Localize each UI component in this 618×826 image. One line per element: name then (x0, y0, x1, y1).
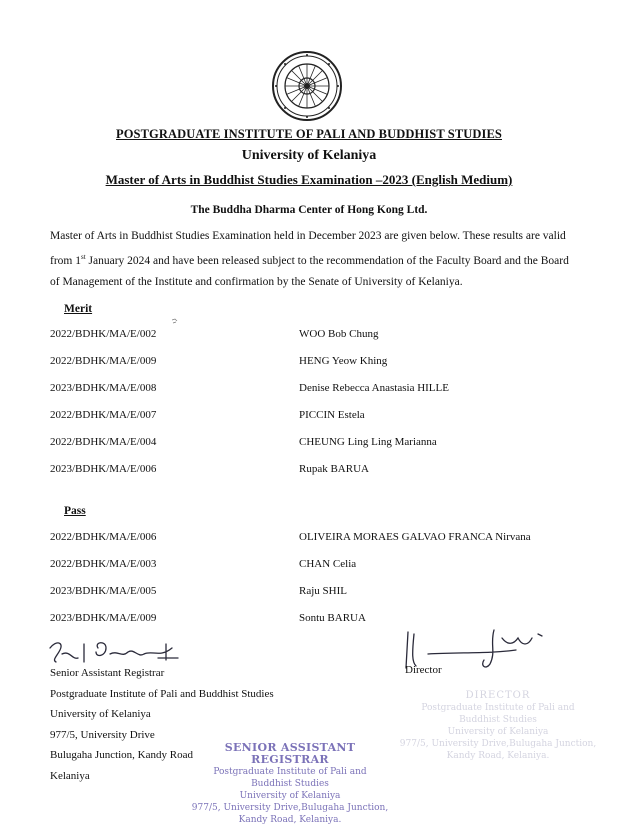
registrar-stamp-line1: Postgraduate Institute of Pali and (213, 767, 367, 777)
merit-row-0-name: WOO Bob Chung (299, 328, 379, 340)
merit-row-3-index: 2022/BDHK/MA/E/007 (50, 409, 157, 421)
institute-title: POSTGRADUATE INSTITUTE OF PALI AND BUDDHIST STUDIES (116, 127, 502, 141)
director-stamp-line1: Postgraduate Institute of Pali and (421, 703, 575, 713)
signatory-line1: Postgraduate Institute of Pali and Buddhist Studies (50, 687, 274, 700)
intro-paragraph (50, 226, 570, 293)
merit-row-5-name: Rupak BARUA (299, 463, 369, 475)
merit-row-2-name: Denise Rebecca Anastasia HILLE (299, 382, 449, 394)
exam-title: Master of Arts in Buddhist Studies Examination –2023 (English Medium) (105, 172, 513, 187)
pass-row-2-index: 2023/BDHK/MA/E/005 (50, 585, 157, 597)
merit-row-1-index: 2022/BDHK/MA/E/009 (50, 355, 157, 367)
merit-row-2-index: 2023/BDHK/MA/E/008 (50, 382, 157, 394)
signatory-line2: University of Kelaniya (50, 708, 151, 720)
signatory-title: Senior Assistant Registrar (50, 667, 165, 679)
university-title: University of Kelaniya (241, 148, 377, 163)
director-stamp-title: DIRECTOR (465, 690, 531, 701)
director-stamp-line2: Buddhist Studies (459, 715, 537, 725)
pass-heading: Pass (64, 505, 86, 517)
stray-mark (172, 318, 178, 324)
intro-text-1: Master of Arts in Buddhist Studies Examination held in December 2023 are given below. These results are valid from 1 (50, 230, 566, 267)
signatory-line5: Kelaniya (50, 769, 90, 782)
university-seal-logo (271, 50, 343, 122)
merit-heading: Merit (64, 303, 93, 315)
pass-row-3-index: 2023/BDHK/MA/E/009 (50, 612, 157, 624)
intro-sup: st (80, 253, 86, 261)
pass-row-0-index: 2022/BDHK/MA/E/006 (50, 531, 157, 543)
director-stamp-line3: University of Kelaniya (447, 727, 549, 737)
merit-row-1-name: HENG Yeow Khing (299, 355, 388, 367)
registrar-stamp-line2: Buddhist Studies (251, 779, 329, 789)
pass-row-0-name: OLIVEIRA MORAES GALVAO FRANCA Nirvana (299, 531, 531, 543)
registrar-stamp-line4: 977/5, University Drive,Bulugaha Junction, (191, 803, 389, 813)
merit-row-0-index: 2022/BDHK/MA/E/002 (50, 328, 157, 340)
director-stamp (398, 690, 598, 762)
registrar-stamp-line5: Kandy Road, Kelaniya. (238, 815, 342, 825)
intro-text-2: January 2024 and have been released subject to the recommendation of the Faculty Board and the Board of Management of the Institute and confirmation by the Senate of University of Kelaniya. (50, 254, 569, 288)
registrar-signature (48, 636, 188, 666)
merit-row-3-name: PICCIN Estela (299, 409, 365, 421)
pass-row-3-name: Sontu BARUA (299, 612, 366, 624)
pass-row-1-name: CHAN Celia (299, 558, 357, 570)
merit-row-4-index: 2022/BDHK/MA/E/004 (50, 436, 157, 448)
center-title: The Buddha Dharma Center of Hong Kong Ltd. (190, 204, 428, 216)
director-stamp-line5: Kandy Road, Kelaniya. (446, 751, 550, 761)
pass-row-2-name: Raju SHIL (299, 585, 347, 597)
merit-row-5-index: 2023/BDHK/MA/E/006 (50, 463, 157, 475)
merit-row-4-name: CHEUNG Ling Ling Marianna (299, 436, 437, 448)
registrar-stamp (190, 742, 390, 826)
director-title: Director (405, 664, 442, 676)
registrar-stamp-title: SENIOR ASSISTANT REGISTRAR (224, 741, 356, 766)
pass-row-1-index: 2022/BDHK/MA/E/003 (50, 558, 157, 570)
signatory-line4: Bulugaha Junction, Kandy Road (50, 749, 193, 761)
registrar-stamp-line3: University of Kelaniya (239, 791, 341, 801)
director-stamp-line4: 977/5, University Drive,Bulugaha Junction, (399, 739, 597, 749)
signatory-line3: 977/5, University Drive (50, 728, 155, 741)
